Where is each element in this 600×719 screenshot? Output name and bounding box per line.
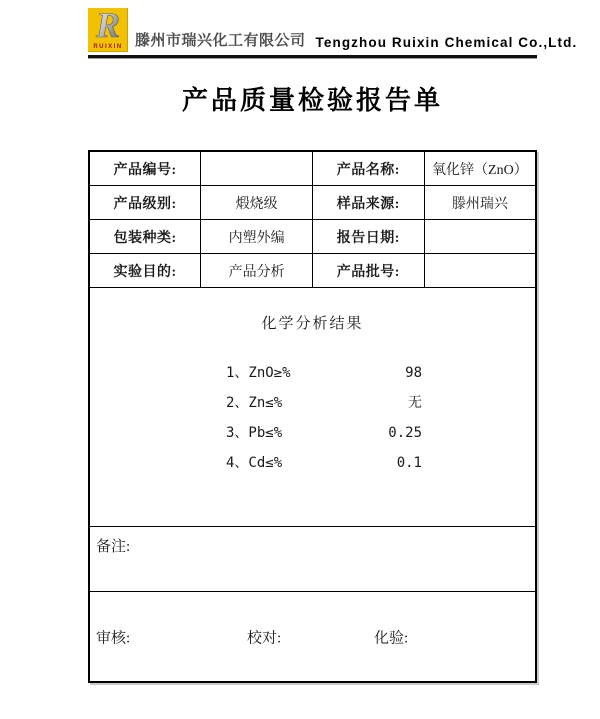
analysis-item-pb xyxy=(226,425,422,442)
field-value-report-date xyxy=(424,220,536,254)
field-value-package-type: 内塑外编 xyxy=(201,220,313,254)
company-name-cn: 滕州市瑞兴化工有限公司 xyxy=(135,33,306,49)
signoff-assay-label: 化验: xyxy=(374,630,409,646)
field-value-product-grade: 煅烧级 xyxy=(201,186,313,220)
info-row-3 xyxy=(89,220,536,254)
info-row-1 xyxy=(89,151,536,186)
field-value-test-purpose: 产品分析 xyxy=(201,254,313,288)
signoff-review-label: 审核: xyxy=(96,630,131,646)
field-label-product-name: 产品名称: xyxy=(313,151,425,186)
field-label-test-purpose: 实验目的: xyxy=(89,254,201,288)
field-label-batch-no: 产品批号: xyxy=(313,254,425,288)
signoff-proofread-label: 校对: xyxy=(247,630,282,646)
analysis-item-zn xyxy=(226,395,422,412)
analysis-item-value: 0.1 xyxy=(396,455,422,471)
remarks-section xyxy=(89,527,536,592)
analysis-list xyxy=(226,365,422,472)
analysis-item-label: 4、Cd≤% xyxy=(226,455,283,471)
signoff-row xyxy=(89,592,536,683)
field-label-product-no: 产品编号: xyxy=(89,151,201,186)
field-label-report-date: 报告日期: xyxy=(313,220,425,254)
remarks-row xyxy=(89,527,536,592)
field-label-product-grade: 产品级别: xyxy=(89,186,201,220)
field-value-batch-no xyxy=(424,254,536,288)
analysis-item-label: 3、Pb≤% xyxy=(226,425,283,441)
field-value-sample-source: 滕州瑞兴 xyxy=(424,186,536,220)
analysis-item-cd xyxy=(226,455,422,472)
analysis-item-zno xyxy=(226,365,422,382)
remarks-label: 备注: xyxy=(96,539,131,555)
company-header xyxy=(88,5,578,52)
field-value-product-name: 氧化锌（ZnO） xyxy=(424,151,536,186)
company-name-en: Tengzhou Ruixin Chemical Co.,Ltd. xyxy=(315,34,578,50)
signoff-section xyxy=(89,592,536,683)
analysis-row xyxy=(89,288,536,527)
report-title: 产品质量检验报告单 xyxy=(181,85,443,115)
report-table xyxy=(88,150,537,683)
company-logo xyxy=(88,5,128,52)
field-value-product-no xyxy=(201,151,313,186)
analysis-item-label: 2、Zn≤% xyxy=(226,395,283,411)
analysis-heading: 化学分析结果 xyxy=(261,316,364,332)
analysis-section xyxy=(89,288,536,527)
info-row-4 xyxy=(89,254,536,288)
field-label-package-type: 包装种类: xyxy=(89,220,201,254)
logo-brand-text: RUIXIN xyxy=(93,44,123,50)
analysis-item-value: 无 xyxy=(408,395,422,411)
info-row-2 xyxy=(89,186,536,220)
analysis-item-label: 1、ZnO≥% xyxy=(226,365,291,381)
svg-text:R: R xyxy=(95,5,121,45)
logo-r-icon xyxy=(84,6,132,46)
analysis-item-value: 98 xyxy=(405,365,422,381)
field-label-sample-source: 样品来源: xyxy=(313,186,425,220)
analysis-item-value: 0.25 xyxy=(388,425,422,441)
header-divider xyxy=(88,55,537,59)
